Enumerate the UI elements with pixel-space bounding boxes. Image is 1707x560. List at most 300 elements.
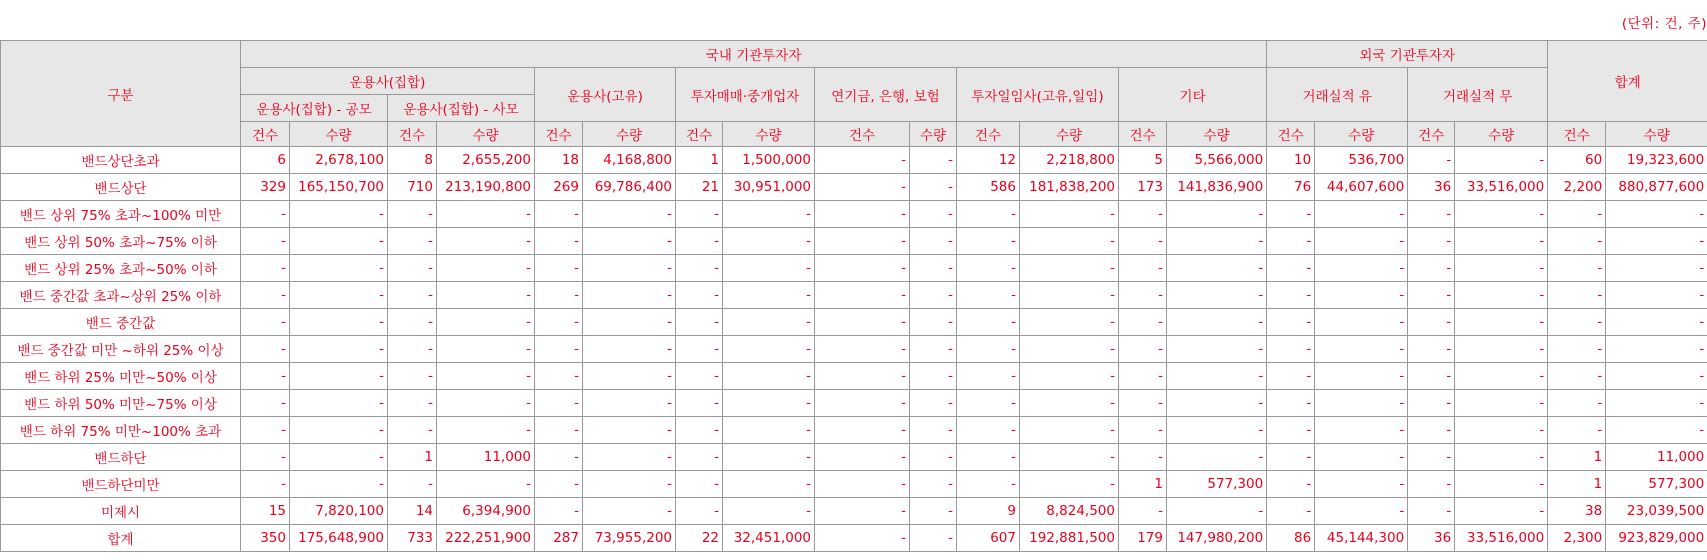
count-cell: - [535,201,583,228]
quantity-cell: - [910,498,957,525]
quantity-cell: - [910,282,957,309]
quantity-cell: - [583,336,676,363]
count-cell: - [815,228,910,255]
count-cell: - [1548,201,1606,228]
count-cell: - [388,282,437,309]
quantity-cell: - [1020,417,1119,444]
quantity-cell: - [290,390,388,417]
count-cell: - [1267,363,1315,390]
count-cell: - [241,228,290,255]
quantity-cell: - [1167,201,1267,228]
quantity-cell: - [290,363,388,390]
quantity-cell: - [1315,282,1408,309]
quantity-cell: - [723,363,815,390]
quantity-cell: - [1606,282,1707,309]
quantity-cell: - [1315,228,1408,255]
quantity-cell: 11,000 [1606,444,1707,471]
header-quantity: 수량 [1455,122,1548,147]
table-row [1,363,1707,390]
demand-forecast-table [0,40,1707,552]
count-cell: - [815,390,910,417]
quantity-cell: - [583,390,676,417]
count-cell: - [1408,147,1455,174]
count-cell: - [815,363,910,390]
quantity-cell: 73,955,200 [583,525,676,552]
header-track-yes: 거래실적 유 [1267,68,1408,122]
table-row [1,282,1707,309]
table-row [1,525,1707,552]
count-cell: - [388,309,437,336]
count-cell: - [388,471,437,498]
quantity-cell: - [290,471,388,498]
count-cell: - [241,390,290,417]
count-cell: - [1408,282,1455,309]
count-cell: - [815,201,910,228]
quantity-cell: - [1020,255,1119,282]
quantity-cell: - [1020,363,1119,390]
header-count: 건수 [1119,122,1167,147]
quantity-cell: 923,829,000 [1606,525,1707,552]
quantity-cell: - [1020,390,1119,417]
quantity-cell: - [1020,336,1119,363]
quantity-cell: - [1606,309,1707,336]
count-cell: - [676,417,723,444]
count-cell: 10 [1267,147,1315,174]
header-quantity: 수량 [437,122,535,147]
quantity-cell: 577,300 [1167,471,1267,498]
count-cell: - [1267,282,1315,309]
count-cell: 733 [388,525,437,552]
quantity-cell: - [1606,201,1707,228]
table-row [1,390,1707,417]
count-cell: 86 [1267,525,1315,552]
header-count: 건수 [676,122,723,147]
count-cell: - [1119,498,1167,525]
header-brokers: 투자매매·중개업자 [676,68,815,122]
quantity-cell: 19,323,600 [1606,147,1707,174]
header-asset-mgr-public: 운용사(집합) - 공모 [241,95,388,122]
quantity-cell: - [437,363,535,390]
count-cell: - [1408,309,1455,336]
count-cell: 15 [241,498,290,525]
quantity-cell: - [1020,471,1119,498]
count-cell: - [1408,498,1455,525]
count-cell: - [957,363,1020,390]
quantity-cell: - [583,228,676,255]
count-cell: - [1267,228,1315,255]
count-cell: - [1119,228,1167,255]
quantity-cell: - [583,471,676,498]
quantity-cell: 536,700 [1315,147,1408,174]
quantity-cell: - [1606,255,1707,282]
count-cell: - [535,228,583,255]
count-cell: - [957,417,1020,444]
count-cell: - [1119,390,1167,417]
header-category: 구분 [1,41,241,147]
quantity-cell: - [910,525,957,552]
quantity-cell: 32,451,000 [723,525,815,552]
count-cell: - [1548,255,1606,282]
unit-note: (단위: 건, 주) [1621,16,1707,32]
quantity-cell: - [1167,363,1267,390]
quantity-cell: 11,000 [437,444,535,471]
quantity-cell: - [1455,282,1548,309]
count-cell: - [241,255,290,282]
quantity-cell: - [290,417,388,444]
quantity-cell: - [910,417,957,444]
quantity-cell: - [910,309,957,336]
header-quantity: 수량 [290,122,388,147]
header-discretionary: 투자일임사(고유,일임) [957,68,1119,122]
row-label: 밴드하단 [1,444,241,471]
count-cell: - [676,498,723,525]
header-asset-mgr-collective: 운용사(집합) [241,68,535,95]
quantity-cell: - [1455,363,1548,390]
quantity-cell: 5,566,000 [1167,147,1267,174]
quantity-cell: - [1315,201,1408,228]
quantity-cell: 2,678,100 [290,147,388,174]
quantity-cell: - [1315,255,1408,282]
count-cell: - [676,309,723,336]
quantity-cell: - [910,147,957,174]
count-cell: - [676,336,723,363]
count-cell: - [1408,255,1455,282]
count-cell: - [1548,309,1606,336]
quantity-cell: - [583,309,676,336]
row-label: 밴드 하위 25% 미만~50% 이상 [1,363,241,390]
row-label: 밴드 중간값 초과~상위 25% 이하 [1,282,241,309]
quantity-cell: 4,168,800 [583,147,676,174]
count-cell: - [535,444,583,471]
quantity-cell: - [1455,498,1548,525]
header-domestic: 국내 기관투자자 [241,41,1267,68]
row-label: 합계 [1,525,241,552]
count-cell: - [1548,228,1606,255]
count-cell: 329 [241,174,290,201]
header-count: 건수 [957,122,1020,147]
quantity-cell: - [290,201,388,228]
count-cell: 6 [241,147,290,174]
count-cell: - [815,525,910,552]
count-cell: - [535,255,583,282]
quantity-cell: - [1606,390,1707,417]
count-cell: - [535,282,583,309]
quantity-cell: - [1606,228,1707,255]
header-count: 건수 [1408,122,1455,147]
quantity-cell: - [290,444,388,471]
header-quantity: 수량 [583,122,676,147]
count-cell: - [815,498,910,525]
count-cell: - [241,309,290,336]
count-cell: - [535,498,583,525]
count-cell: - [1119,363,1167,390]
count-cell: - [388,228,437,255]
count-cell: - [1267,201,1315,228]
count-cell: 9 [957,498,1020,525]
quantity-cell: - [723,471,815,498]
quantity-cell: 192,881,500 [1020,525,1119,552]
table-row [1,201,1707,228]
count-cell: - [241,282,290,309]
count-cell: - [241,336,290,363]
count-cell: - [535,309,583,336]
count-cell: - [388,417,437,444]
quantity-cell: - [437,336,535,363]
count-cell: - [1267,444,1315,471]
quantity-cell: - [437,417,535,444]
count-cell: - [388,255,437,282]
quantity-cell: - [723,417,815,444]
count-cell: - [676,282,723,309]
count-cell: - [535,471,583,498]
count-cell: - [815,336,910,363]
count-cell: - [1408,444,1455,471]
count-cell: - [1408,336,1455,363]
quantity-cell: - [1020,228,1119,255]
quantity-cell: - [1606,363,1707,390]
quantity-cell: - [1315,498,1408,525]
quantity-cell: - [1167,444,1267,471]
quantity-cell: 23,039,500 [1606,498,1707,525]
count-cell: - [1548,282,1606,309]
quantity-cell: - [1315,471,1408,498]
quantity-cell: - [1315,336,1408,363]
count-cell: - [535,363,583,390]
table-row [1,228,1707,255]
row-label: 밴드하단미만 [1,471,241,498]
count-cell: - [1408,201,1455,228]
row-label: 밴드상단초과 [1,147,241,174]
quantity-cell: - [1167,228,1267,255]
header-count: 건수 [388,122,437,147]
row-label: 밴드 하위 75% 미만~100% 초과 [1,417,241,444]
count-cell: - [1119,309,1167,336]
quantity-cell: - [583,201,676,228]
count-cell: - [676,201,723,228]
row-label: 밴드 중간값 [1,309,241,336]
table-row [1,471,1707,498]
quantity-cell: - [910,174,957,201]
quantity-cell: - [1606,336,1707,363]
count-cell: 2,200 [1548,174,1606,201]
count-cell: - [1119,444,1167,471]
count-cell: - [1267,471,1315,498]
quantity-cell: - [1455,147,1548,174]
count-cell: - [1408,471,1455,498]
count-cell: 1 [1119,471,1167,498]
quantity-cell: - [1315,363,1408,390]
count-cell: - [1408,390,1455,417]
quantity-cell: - [583,363,676,390]
count-cell: - [388,201,437,228]
quantity-cell: - [1455,390,1548,417]
count-cell: 14 [388,498,437,525]
quantity-cell: - [723,498,815,525]
count-cell: 1 [388,444,437,471]
count-cell: - [957,390,1020,417]
count-cell: - [1267,390,1315,417]
quantity-cell: - [1167,336,1267,363]
count-cell: - [957,444,1020,471]
count-cell: - [1267,255,1315,282]
count-cell: - [676,444,723,471]
quantity-cell: - [437,471,535,498]
quantity-cell: - [1315,390,1408,417]
quantity-cell: - [1020,201,1119,228]
quantity-cell: - [1455,201,1548,228]
quantity-cell: - [910,201,957,228]
count-cell: - [957,309,1020,336]
quantity-cell: - [910,444,957,471]
count-cell: - [1548,363,1606,390]
quantity-cell: - [1167,309,1267,336]
quantity-cell: 577,300 [1606,471,1707,498]
quantity-cell: - [1315,444,1408,471]
table-row [1,309,1707,336]
quantity-cell: - [723,309,815,336]
count-cell: - [1267,309,1315,336]
row-label: 밴드 상위 25% 초과~50% 이하 [1,255,241,282]
header-quantity: 수량 [1020,122,1119,147]
header-count: 건수 [535,122,583,147]
count-cell: - [241,444,290,471]
quantity-cell: 45,144,300 [1315,525,1408,552]
count-cell: - [1548,417,1606,444]
quantity-cell: - [290,336,388,363]
quantity-cell: - [290,309,388,336]
count-cell: 2,300 [1548,525,1606,552]
count-cell: - [1267,417,1315,444]
count-cell: 179 [1119,525,1167,552]
table-row [1,255,1707,282]
quantity-cell: - [910,228,957,255]
quantity-cell: - [723,336,815,363]
header-quantity: 수량 [1606,122,1707,147]
quantity-cell: 2,218,800 [1020,147,1119,174]
quantity-cell: - [1455,255,1548,282]
count-cell: 607 [957,525,1020,552]
count-cell: - [388,363,437,390]
count-cell: - [957,282,1020,309]
count-cell: - [676,390,723,417]
header-quantity: 수량 [910,122,957,147]
quantity-cell: - [583,444,676,471]
count-cell: - [388,390,437,417]
count-cell: - [1119,282,1167,309]
count-cell: - [1408,363,1455,390]
count-cell: - [815,255,910,282]
row-label: 밴드 중간값 미만 ~하위 25% 이상 [1,336,241,363]
count-cell: - [241,417,290,444]
row-label: 밴드 상위 75% 초과~100% 미만 [1,201,241,228]
quantity-cell: 2,655,200 [437,147,535,174]
count-cell: - [957,201,1020,228]
quantity-cell: - [723,201,815,228]
quantity-cell: - [1455,309,1548,336]
header-count: 건수 [815,122,910,147]
quantity-cell: - [723,390,815,417]
row-label: 밴드 상위 50% 초과~75% 이하 [1,228,241,255]
count-cell: - [676,363,723,390]
quantity-cell: - [910,471,957,498]
quantity-cell: - [1315,417,1408,444]
count-cell: 5 [1119,147,1167,174]
quantity-cell: - [437,228,535,255]
quantity-cell: 880,877,600 [1606,174,1707,201]
quantity-cell: - [437,282,535,309]
quantity-cell: - [1167,390,1267,417]
count-cell: 18 [535,147,583,174]
count-cell: 173 [1119,174,1167,201]
header-foreign: 외국 기관투자자 [1267,41,1548,68]
count-cell: 350 [241,525,290,552]
header-count: 건수 [241,122,290,147]
count-cell: - [1119,336,1167,363]
quantity-cell: - [290,228,388,255]
count-cell: 76 [1267,174,1315,201]
quantity-cell: 6,394,900 [437,498,535,525]
count-cell: - [815,282,910,309]
header-asset-mgr-private: 운용사(집합) - 사모 [388,95,535,122]
quantity-cell: 8,824,500 [1020,498,1119,525]
header-asset-mgr-own: 운용사(고유) [535,68,676,122]
quantity-cell: - [1020,444,1119,471]
count-cell: - [815,444,910,471]
quantity-cell: - [1167,498,1267,525]
count-cell: 1 [1548,444,1606,471]
count-cell: - [957,255,1020,282]
quantity-cell: - [910,390,957,417]
count-cell: 60 [1548,147,1606,174]
quantity-cell: - [1167,255,1267,282]
count-cell: 38 [1548,498,1606,525]
count-cell: - [1548,390,1606,417]
count-cell: - [241,201,290,228]
count-cell: - [535,390,583,417]
count-cell: - [388,336,437,363]
header-quantity: 수량 [723,122,815,147]
count-cell: - [815,471,910,498]
quantity-cell: 222,251,900 [437,525,535,552]
count-cell: 269 [535,174,583,201]
quantity-cell: 33,516,000 [1455,525,1548,552]
quantity-cell: - [1455,444,1548,471]
quantity-cell: - [583,417,676,444]
quantity-cell: 175,648,900 [290,525,388,552]
header-count: 건수 [1548,122,1606,147]
quantity-cell: - [1606,417,1707,444]
table-row [1,336,1707,363]
header-quantity: 수량 [1167,122,1267,147]
quantity-cell: 147,980,200 [1167,525,1267,552]
row-label: 미제시 [1,498,241,525]
quantity-cell: - [910,255,957,282]
quantity-cell: 141,836,900 [1167,174,1267,201]
quantity-cell: - [910,336,957,363]
table-row [1,417,1707,444]
count-cell: - [1267,498,1315,525]
header-quantity: 수량 [1315,122,1408,147]
quantity-cell: - [290,255,388,282]
quantity-cell: - [723,255,815,282]
count-cell: 22 [676,525,723,552]
count-cell: - [1267,336,1315,363]
table-body [1,147,1707,552]
quantity-cell: - [1167,282,1267,309]
quantity-cell: 44,607,600 [1315,174,1408,201]
count-cell: - [815,174,910,201]
count-cell: - [535,336,583,363]
